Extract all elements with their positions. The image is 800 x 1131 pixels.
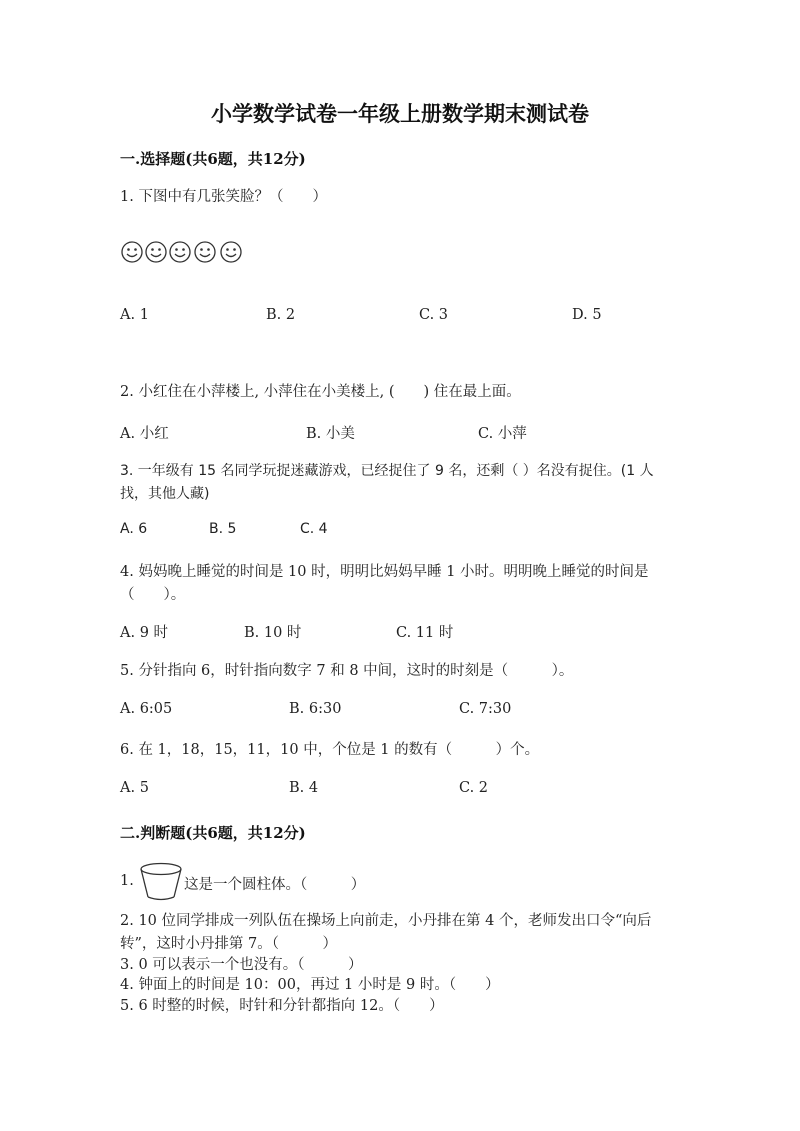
judge-3-text: 3. 0 可以表示一个也没有。（ ） (120, 957, 363, 973)
q4-option-c: C. 11 时 (396, 625, 454, 641)
smiley-face-icon (145, 241, 167, 263)
smiley-face-icon (194, 241, 216, 263)
section-heading-judge: 二.判断题(共6题，共12分) (120, 824, 306, 842)
q1-option-c: C. 3 (419, 307, 449, 323)
section-heading-choice: 一.选择题(共6题，共12分) (120, 150, 306, 168)
q4-option-a: A. 9 时 (120, 625, 169, 641)
judge-5-text: 5. 6 时整的时候，时针和分针都指向 12。（ ） (120, 998, 444, 1014)
judge-2-text: 2. 10 位同学排成一列队伍在操场上向前走，小丹排在第 4 个，老师发出口令“向后转”，这时小丹排第 7。（ ） (120, 913, 652, 952)
q2-option-b: B. 小美 (306, 426, 355, 442)
q3-option-a: A. 6 (120, 521, 148, 537)
question-2-text: 2. 小红住在小萍楼上, 小萍住在小美楼上, ( ) 住在最上面。 (120, 384, 521, 400)
q4-option-b: B. 10 时 (244, 625, 302, 641)
question-5-text: 5. 分针指向 6，时针指向数字 7 和 8 中间，这时的时刻是（ ）。 (120, 663, 574, 679)
question-1-text: 1. 下图中有几张笑脸？（ ） (120, 189, 327, 205)
q3-option-c: C. 4 (300, 521, 328, 537)
question-3-text: 3. 一年级有 15 名同学玩捉迷藏游戏，已经捉住了 9 名，还剩（ ）名没有捉住。(1 人找，其他人藏) (120, 463, 654, 502)
q1-option-d: D. 5 (572, 307, 602, 323)
question-6-text: 6. 在 1，18，15，11，10 中，个位是 1 的数有（ ）个。 (120, 742, 540, 758)
cup-shape-icon (139, 862, 183, 902)
page-title: 小学数学试卷一年级上册数学期末测试卷 (211, 101, 589, 126)
judge-1-text: 这是一个圆柱体。（ ） (184, 877, 366, 893)
judge-1-prefix: 1. (120, 873, 134, 889)
q5-option-a: A. 6:05 (120, 701, 173, 717)
smiley-face-icon (121, 241, 143, 263)
q2-option-a: A. 小红 (120, 426, 169, 442)
q1-option-a: A. 1 (120, 307, 149, 323)
q6-option-a: A. 5 (120, 780, 149, 796)
judge-4-text: 4. 钟面上的时间是 10：00，再过 1 小时是 9 时。（ ） (120, 977, 500, 993)
q2-option-c: C. 小萍 (478, 426, 527, 442)
q5-option-c: C. 7:30 (459, 701, 512, 717)
q5-option-b: B. 6:30 (289, 701, 342, 717)
q6-option-c: C. 2 (459, 780, 489, 796)
smiley-face-icon (169, 241, 191, 263)
smiley-face-icon (220, 241, 242, 263)
q3-option-b: B. 5 (209, 521, 237, 537)
q1-option-b: B. 2 (266, 307, 296, 323)
question-4-text: 4. 妈妈晚上睡觉的时间是 10 时，明明比妈妈早睡 1 小时。明明晚上睡觉的时间是（ ）。 (120, 564, 649, 603)
q6-option-b: B. 4 (289, 780, 319, 796)
